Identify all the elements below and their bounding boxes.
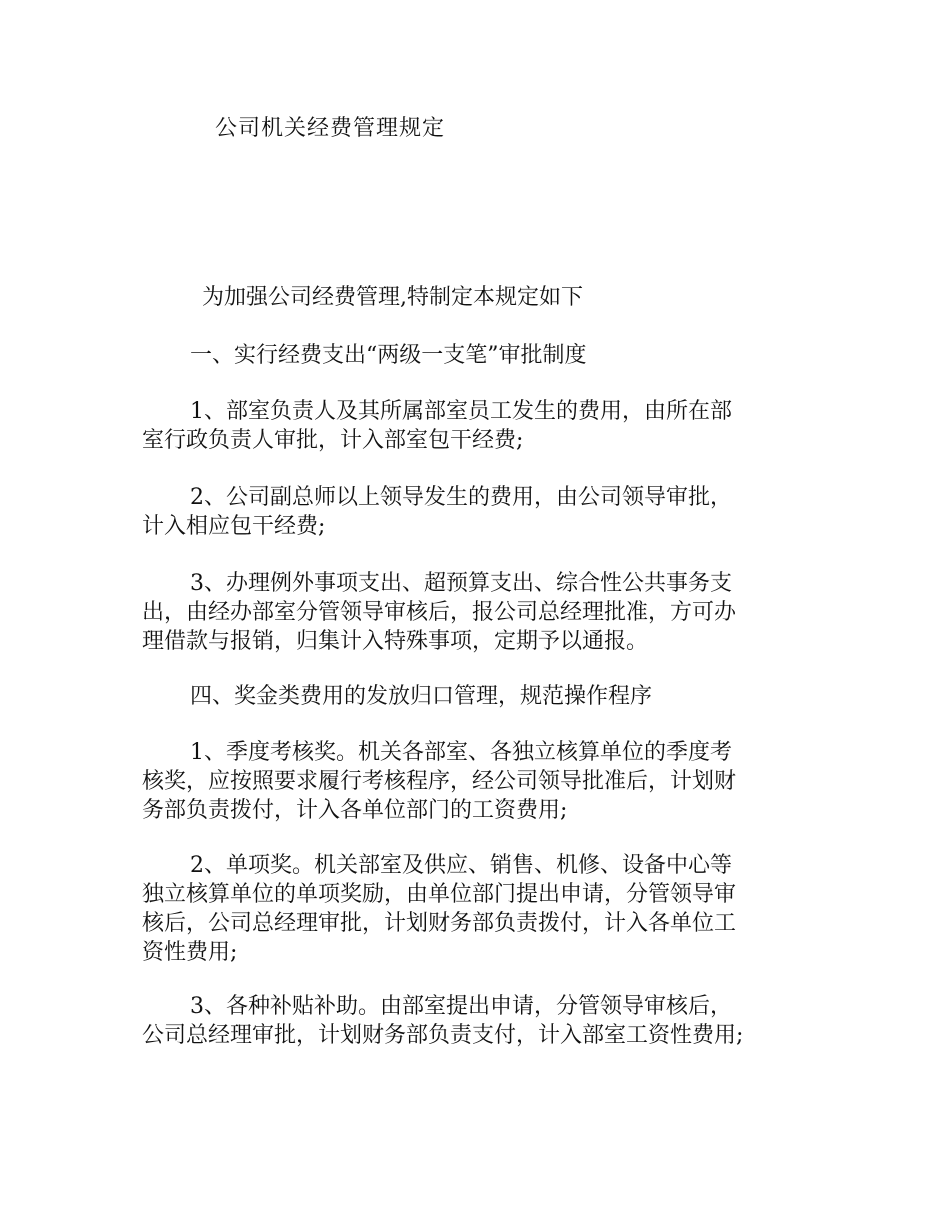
section-1-item-3 — [142, 569, 822, 656]
intro-paragraph: 为加强公司经费管理,特制定本规定如下 — [202, 285, 583, 310]
paragraph-line: 室行政负责人审批，计入部室包干经费; — [142, 428, 524, 453]
section-1-item-2 — [142, 483, 822, 541]
paragraph-line: 2、单项奖。机关部室及供应、销售、机修、设备中心等 — [190, 853, 732, 878]
paragraph-line: 3、各种补贴补助。由部室提出申请，分管领导审核后， — [190, 994, 732, 1019]
paragraph-line: 资性费用; — [142, 940, 238, 965]
paragraph-line: 1、季度考核奖。机关各部室、各独立核算单位的季度考 — [190, 740, 732, 765]
paragraph-line: 理借款与报销，归集计入特殊事项，定期予以通报。 — [142, 629, 649, 654]
paragraph-line: 1、部室负责人及其所属部室员工发生的费用，由所在部 — [190, 399, 732, 424]
section-1-item-1 — [142, 397, 822, 455]
paragraph-line: 2、公司副总师以上领导发生的费用，由公司领导审批， — [190, 485, 732, 510]
section-4-heading — [142, 682, 822, 711]
section-heading-text: 四、奖金类费用的发放归口管理，规范操作程序 — [190, 684, 653, 709]
section-heading-text: 一、实行经费支出“两级一支笔”审批制度 — [190, 343, 587, 368]
section-4-item-1 — [142, 738, 822, 825]
paragraph-line: 3、办理例外事项支出、超预算支出、综合性公共事务支 — [190, 571, 732, 596]
paragraph-line: 出，由经办部室分管领导审核后，报公司总经理批准，方可办 — [142, 600, 737, 625]
section-4-item-3 — [142, 992, 822, 1050]
paragraph-line: 独立核算单位的单项奖励，由单位部门提出申请，分管领导审 — [142, 882, 737, 907]
section-4-item-2 — [142, 851, 822, 967]
document-title: 公司机关经费管理规定 — [215, 116, 446, 141]
paragraph-line: 核奖，应按照要求履行考核程序，经公司领导批准后，计划财 — [142, 769, 737, 794]
section-1-heading — [142, 341, 822, 370]
paragraph-line: 核后，公司总经理审批，计划财务部负责拨付，计入各单位工 — [142, 911, 737, 936]
paragraph-line: 公司总经理审批，计划财务部负责支付，计入部室工资性费用; — [142, 1023, 744, 1048]
paragraph-line: 务部负责拨付，计入各单位部门的工资费用; — [142, 798, 568, 823]
paragraph-line: 计入相应包干经费; — [142, 514, 326, 539]
